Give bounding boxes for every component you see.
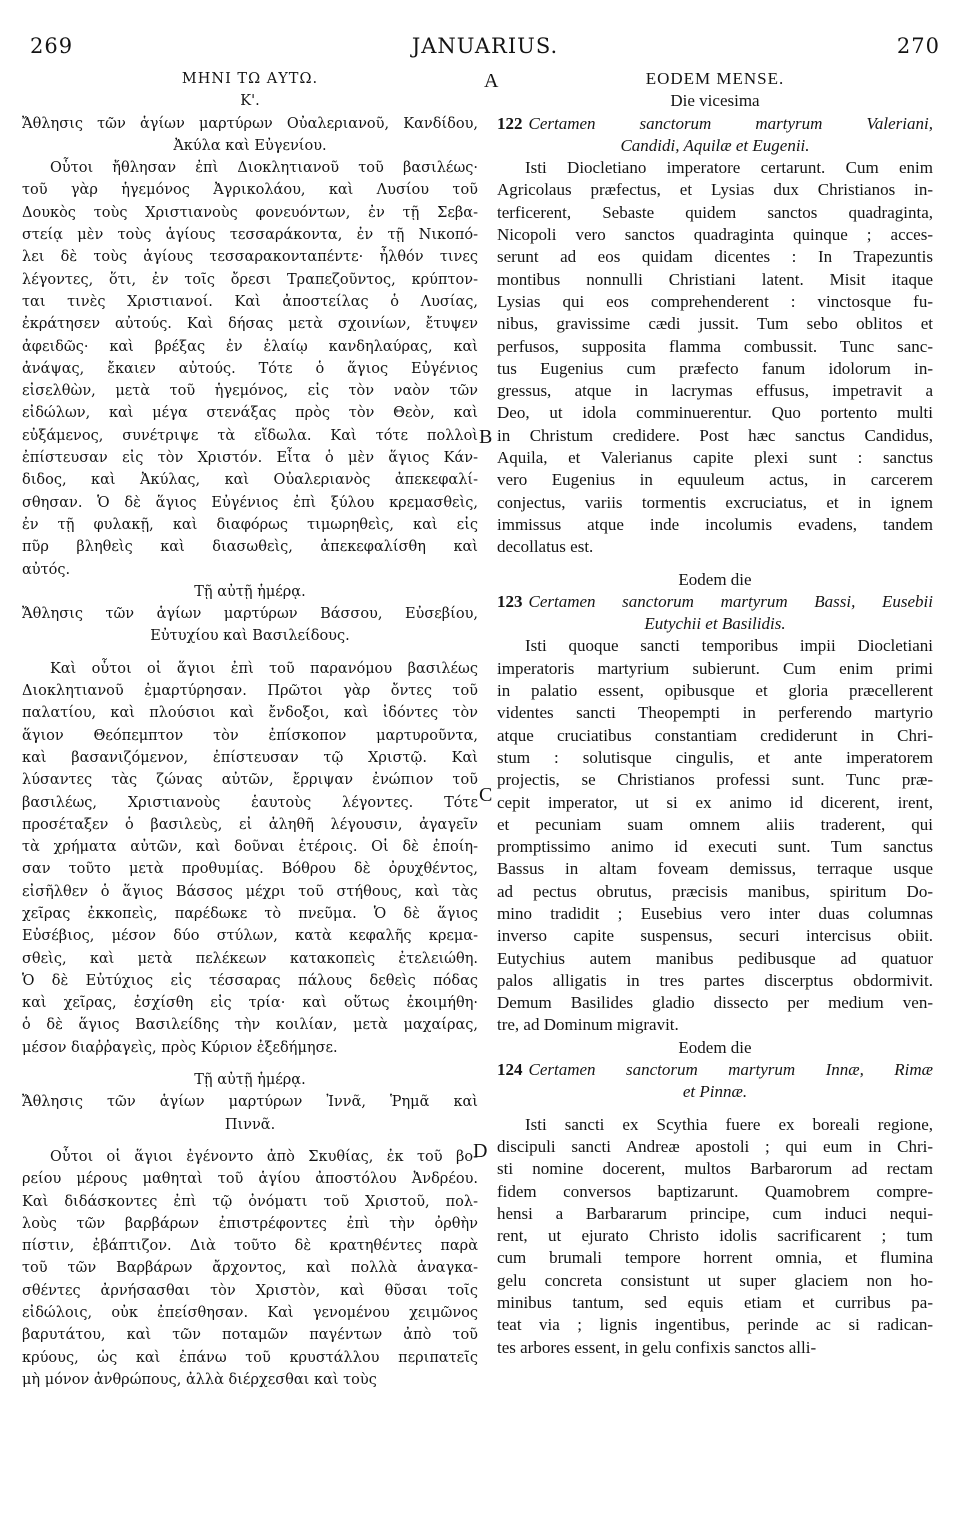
body-line: ὁ δὲ ἅγιος Βασιλείδης τὴν κοιλίαν, μετὰ μαχαίρας, bbox=[22, 1017, 478, 1034]
body-line: Οὗτοι οἱ ἅγιοι ἐγένοντο ἀπὸ Σκυθίας, ἐκ τοῦ βο- bbox=[50, 1148, 478, 1165]
body-line: discipuli sancti Andreæ apostoli ; qui eum in Chri- bbox=[497, 1136, 933, 1156]
body-line: terficerent, Sebaste quidem sanctos quadraginta, bbox=[497, 202, 933, 222]
entry-title-line: Candidi, Aquilæ et Eugenii. bbox=[620, 135, 810, 155]
body-line: conjectus, variis tormentis excruciatus, et in ignem bbox=[497, 492, 933, 512]
entry-title-line: Ἄθλησις τῶν ἁγίων μαρτύρων Οὐαλεριανοῦ, Κανδίδου, bbox=[22, 115, 478, 132]
entry-number: 124 bbox=[497, 1060, 523, 1080]
body-line: tes arbores essent, in gelu confixis sanctos alli- bbox=[497, 1337, 817, 1357]
body-line: σθεὶς, καὶ μετὰ πελέκεων κατακοπεὶς ἐτελειώθη. bbox=[22, 950, 478, 967]
body-line: hensi a Barbararum principe, cum induci nequi- bbox=[497, 1203, 933, 1223]
body-line: Lysias qui eos comprehenderent : vinctosque fu- bbox=[497, 291, 933, 311]
body-line: inverso capite suspensus, securi intercisus obiit. bbox=[497, 926, 933, 946]
latin-column bbox=[497, 68, 933, 1359]
body-line: Isti Diocletiano imperatore certarunt. Cum enim bbox=[525, 158, 933, 178]
body-line: καὶ βασανιζόμενον, ἐπίστευσαν τῷ Χριστῷ. Καὶ bbox=[22, 749, 478, 766]
body-line: ἐκράτησεν αὐτούς. Καὶ δήσας μετὰ σχοινίων, ἔτυψεν bbox=[22, 316, 478, 333]
body-line: σαν τοῦτο μετὰ προθυμίας. Βόθρου δὲ ὀρυχθέντος, bbox=[22, 861, 478, 878]
body-line: αὐτός. bbox=[22, 561, 71, 578]
section-heading: Eodem die bbox=[678, 1037, 752, 1057]
section-gap bbox=[22, 1059, 478, 1069]
body-line: fidem conversos baptizarunt. Quamobrem compre- bbox=[497, 1181, 933, 1201]
margin-letter-b: B bbox=[479, 426, 493, 448]
body-line: σθησαν. Ὁ δὲ ἅγιος Εὐγένιος ἐπὶ ξύλου κρεμασθεὶς, bbox=[22, 494, 478, 511]
body-line: εὐξάμενος, συνέτριψε τὰ εἴδωλα. Καὶ τότε πολλοὶ bbox=[22, 427, 478, 444]
body-line: videntes sancti Theopempti in perferendo martyrio bbox=[497, 703, 933, 723]
section-gap bbox=[497, 1104, 933, 1114]
entry-title-line: Εὐτυχίου καὶ Βασιλείδους. bbox=[150, 628, 350, 645]
body-line: immissus atque inde incolumis evadens, tandem bbox=[497, 514, 933, 534]
body-line: εἰσελθὼν, μετὰ τοῦ ἡγεμόνος, εἰς τὸν ναὸν τῶν bbox=[22, 383, 478, 400]
section-heading: Eodem die bbox=[678, 569, 752, 589]
greek-column bbox=[22, 68, 478, 1391]
section-gap bbox=[22, 1136, 478, 1146]
body-line: σθέντες ἀρνήσασθαι τὸν Χριστὸν, καὶ θῦσαι τοῖς bbox=[22, 1282, 478, 1299]
body-line: cepit imperator, ut si ex animo id dicerent, irent, bbox=[497, 792, 933, 812]
body-line: λει δὲ τοὺς ἁγίους τεσσαρακονταπέντε· ἦλθόν τινες bbox=[22, 249, 478, 266]
body-line: πῦρ βληθεὶς καὶ διασωθεὶς, ἀπεκεφαλίσθη καὶ bbox=[22, 539, 478, 556]
body-line: palos alligatis in tres partes discerptus obdormivit. bbox=[497, 970, 933, 990]
body-line: perfusos, supposita flamma combussit. Tunc sanc- bbox=[497, 336, 933, 356]
body-line: ἀνάψας, ἔκαιεν αὐτούς. Τότε ὁ ἅγιος Εὐγένιος bbox=[22, 360, 478, 377]
page-number-left: 269 bbox=[30, 34, 74, 58]
body-line: Agricolaus præfectus, et Lysias dux Christianos in- bbox=[497, 180, 933, 200]
body-line: atque cruciatibus constantiam crediderunt in Chri- bbox=[497, 725, 933, 745]
body-line: λύσαντες τὰς ζώνας αὐτῶν, ἔρριψαν ἐνώπιον τοῦ bbox=[22, 772, 478, 789]
body-line: εἰδώλοις, οὐκ ἐπείσθησαν. Καὶ γενομένου χειμῶνος bbox=[22, 1305, 478, 1322]
entry-title-line: Ἄθλησις τῶν ἁγίων μαρτύρων Βάσσου, Εὐσεβίου, bbox=[22, 606, 478, 623]
running-head bbox=[30, 34, 940, 64]
body-line: Διοκλητιανοῦ ἐμαρτύρησαν. Πρῶτοι γὰρ ὄντες τοῦ bbox=[22, 683, 478, 700]
body-line: βαρυτάτου, καὶ τῶν ποταμῶν παγέντων ἀπὸ τοῦ bbox=[22, 1327, 478, 1344]
body-line: vero Eugenius in equuleum actus, in carcerem bbox=[497, 470, 933, 490]
body-line: ἐπίστευσαν εἰς τὸν Χριστόν. Εἶτα ὁ μὲν ἅγιος Κάν- bbox=[22, 450, 478, 467]
body-line: promptissimo animo id executi sunt. Tum sanctus bbox=[497, 837, 933, 857]
entry-title-line: Πιννᾶ. bbox=[224, 1116, 276, 1133]
body-line: in palatio essent, opibusque et gloria præcellerent bbox=[497, 681, 933, 701]
body-line: λέγοντες, ὅτι, ἐν τοῖς ὄρεσι Τραπεζοῦντος, κρύπτον- bbox=[22, 271, 478, 288]
body-line: λοὺς τῶν βαρβάρων ἐπιστρέφοντες ἐπὶ τὴν ὀρθὴν bbox=[22, 1215, 478, 1232]
entry-title-text: Certamen sanctorum martyrum Bassi, Eusebii bbox=[528, 591, 933, 611]
body-line: τὰ χρήματα αὐτῶν, καὶ δοῦναι ἑτέροις. Οἱ δὲ ἐποίη- bbox=[22, 839, 478, 856]
entry-title-line: Ἄθλησις τῶν ἁγίων μαρτύρων Ἰννᾶ, Ῥημᾶ καὶ bbox=[22, 1094, 478, 1111]
section-heading: ΜΗΝΙ ΤΩ ΑΥΤΩ. bbox=[181, 71, 319, 87]
entry-title-line bbox=[497, 1059, 933, 1081]
body-line: Demum Basilides gladio dissecto per medium ven- bbox=[497, 993, 933, 1013]
body-line: τοῦ γὰρ ἡγεμόνος Ἀγρικολάου, καὶ Λυσίου τοῦ bbox=[22, 182, 478, 199]
body-line: μὴ μόνον ἀνθρώπους, ἀλλὰ διέρχεσθαι καὶ τοὺς bbox=[22, 1371, 377, 1388]
entry-title-line: et Pinnæ. bbox=[682, 1082, 748, 1102]
body-line: ρείου μέρους μαθηταὶ τοῦ ἁγίου ἀποστόλου Ἀνδρέου. bbox=[22, 1171, 478, 1188]
section-gap bbox=[497, 559, 933, 569]
body-line: Eutychius autem manibus pedibusque ad quatuor bbox=[497, 948, 933, 968]
page-number-right: 270 bbox=[896, 34, 940, 58]
body-line: in Christum credidere. Post hæc sanctus Candidus, bbox=[497, 425, 933, 445]
body-line: stum : solutisque cingulis, et ante imperatorem bbox=[497, 747, 933, 767]
body-line: imperatoris martyrium subierunt. Cum enim primi bbox=[497, 658, 933, 678]
body-line: ad pectus obrutus, præcisis manibus, spiritum Do- bbox=[497, 881, 933, 901]
day-heading: Κ'. bbox=[240, 93, 260, 110]
body-line: serunt ad eos quidam dicentes : In Trapezuntis bbox=[497, 247, 933, 267]
entry-number: 122 bbox=[497, 113, 523, 133]
body-line: sti nomine docerent, multos Barbarorum ad rectam bbox=[497, 1159, 933, 1179]
body-line: Ὁ δὲ Εὐτύχιος εἰς τέσσαρας πάλους δεθεὶς πόδας bbox=[22, 972, 478, 989]
body-line: εἰσῆλθεν ὁ ἅγιος Βάσσος μέχρι τοῦ στήθους, καὶ τὰς bbox=[22, 883, 478, 900]
running-title: JANUARIUS. bbox=[411, 34, 559, 58]
body-line: montibus nonnulli Christiani latent. Misit itaque bbox=[497, 269, 933, 289]
body-line: gressus, atque in lacrymas effusus, impetravit a bbox=[497, 381, 933, 401]
body-line: τοῦ τῶν Βαρβάρων ἄρχοντος, καὶ πολλὰ ἀναγκα- bbox=[22, 1260, 478, 1277]
body-line: teat via ; lignis ingentibus, perinde ac si radican- bbox=[497, 1315, 933, 1335]
body-line: παλατίου, καὶ πλούσιοι καὶ ἔνδοξοι, καὶ ἰδόντες τὸν bbox=[22, 705, 478, 722]
body-line: mino tradidit ; Eusebius vero inter duas columnas bbox=[497, 903, 933, 923]
margin-letter-a: A bbox=[484, 70, 499, 92]
body-line: καὶ χεῖρας, ἐσχίσθη εἰς τρία· καὶ οὕτως ἐκοιμήθη· bbox=[22, 995, 478, 1012]
body-line: rent, ut ejurato Christo idolis sacrificarent ; tum bbox=[497, 1226, 933, 1246]
body-line: Οὗτοι ἤθλησαν ἐπὶ Διοκλητιανοῦ τοῦ βασιλέως· bbox=[50, 160, 478, 177]
body-line: et pecuniam suam omnem aliis traderent, qui bbox=[497, 814, 933, 834]
body-line: cum brumali tempore horrent omnia, et flumina bbox=[497, 1248, 933, 1268]
body-line: tre, ad Dominum migravit. bbox=[497, 1015, 679, 1035]
entry-title-line bbox=[497, 113, 933, 135]
body-line: Aquila, et Valerianus capite plexi sunt : sanctus bbox=[497, 448, 933, 468]
body-line: πίστιν, ἐβάπτιζον. Διὰ τοῦτο δὲ κρατηθέντες παρὰ bbox=[22, 1238, 478, 1255]
body-line: ται τινὲς Χριστιανοί. Καὶ ἀποστείλας ὁ Λυσίας, bbox=[22, 293, 478, 310]
entry-title-text: Certamen sanctorum martyrum Innæ, Rimæ bbox=[528, 1060, 933, 1080]
body-line: tus Eugenius cum præfecto fanum idolorum in- bbox=[497, 358, 933, 378]
body-line: μέσον διαῤῥαγεὶς, πρὸς Κύριον ἐξεδήμησε. bbox=[22, 1039, 338, 1056]
body-line: Deo, ut idola comminuerentur. Quo portento multi bbox=[497, 403, 933, 423]
body-line: nibus, gravissime cædi jussit. Tum sebo oblitos et bbox=[497, 314, 933, 334]
entry-title-line bbox=[497, 591, 933, 613]
body-line: Εὐσέβιος, μέσον δύο στύλων, κατὰ κεφαλῆς κρεμα- bbox=[22, 928, 478, 945]
body-line: Bassus in altam foveam demissus, terraque usque bbox=[497, 859, 933, 879]
body-line: Isti quoque sancti temporibus impii Diocletiani bbox=[525, 636, 933, 656]
body-line: ἐν τῇ φυλακῇ, καὶ διαφόρως τιμωρηθεὶς, καὶ εἰς bbox=[22, 516, 478, 533]
body-line: minibus tantum, sed equis etiam et curribus pa- bbox=[497, 1293, 933, 1313]
body-line: Δουκὸς τοὺς Χριστιανοὺς φονευόντων, ἐν τῇ Σεβα- bbox=[22, 204, 478, 221]
body-line: projectis, se Christianos professi sunt. Tunc præ- bbox=[497, 770, 933, 790]
body-line: gelu concreta consistunt ut super glaciem non ho- bbox=[497, 1270, 933, 1290]
body-line: Isti sancti ex Scythia fuere ex boreali regione, bbox=[525, 1114, 933, 1134]
body-line: διδος, καὶ Ἀκύλας, καὶ Οὐαλεριανὸς ἀπεκεφαλί- bbox=[22, 472, 478, 489]
entry-number: 123 bbox=[497, 591, 523, 611]
section-heading: Τῇ αὐτῇ ἡμέρᾳ. bbox=[194, 583, 306, 600]
section-heading: Τῇ αὐτῇ ἡμέρᾳ. bbox=[194, 1072, 306, 1089]
margin-letter-d: D bbox=[473, 1140, 488, 1162]
day-heading: Die vicesima bbox=[670, 91, 760, 111]
body-line: ἅγιον Θεόπεμπτον τὸν ἐπίσκοπον μαρτυροῦντα, bbox=[22, 727, 478, 744]
body-line: Nicopoli vero sanctos quadraginta quinque ; acces- bbox=[497, 225, 933, 245]
body-line: κρύους, ὡς καὶ ἐπάνω τοῦ κρυστάλλου περιπατεῖς bbox=[22, 1349, 478, 1366]
body-line: προσέταξεν ὁ βασιλεὺς, εἰ ἀληθῆ λέγουσιν, ἀγαγεῖν bbox=[22, 816, 478, 833]
entry-title-line: Ἀκύλα καὶ Εὐγενίου. bbox=[173, 137, 327, 154]
entry-title-text: Certamen sanctorum martyrum Valeriani, bbox=[528, 113, 933, 133]
margin-letter-c: C bbox=[479, 784, 493, 806]
entry-title-line: Eutychii et Basilidis. bbox=[644, 614, 786, 634]
body-line: Καὶ διδάσκοντες ἐπὶ τῷ ὀνόματι τοῦ Χριστοῦ, πολ- bbox=[22, 1193, 478, 1210]
body-line: στείᾳ μὲν τοὺς ἁγίους τεσσαράκοντα, ἐν τῇ Νικοπό- bbox=[22, 227, 478, 244]
body-line: decollatus est. bbox=[497, 537, 594, 557]
section-gap bbox=[22, 648, 478, 658]
body-line: ἀφειδῶς· καὶ βρέξας ἐν ἐλαίῳ κανδηλαύρας, καὶ bbox=[22, 338, 478, 355]
body-line: εἰδώλων, καὶ μέγα στενάξας πρὸς τὸν Θεὸν, καὶ bbox=[22, 405, 478, 422]
body-line: βασιλέως, Χριστιανοὺς ἑαυτοὺς λέγοντες. Τότε bbox=[22, 794, 478, 811]
section-heading: EODEM MENSE. bbox=[645, 69, 785, 88]
body-line: χεῖρας ἐκκοπεὶς, παρέδωκε τὸ πνεῦμα. Ὁ δὲ ἅγιος bbox=[22, 905, 478, 922]
body-line: Καὶ οὗτοι οἱ ἅγιοι ἐπὶ τοῦ παρανόμου βασιλέως bbox=[50, 660, 478, 677]
